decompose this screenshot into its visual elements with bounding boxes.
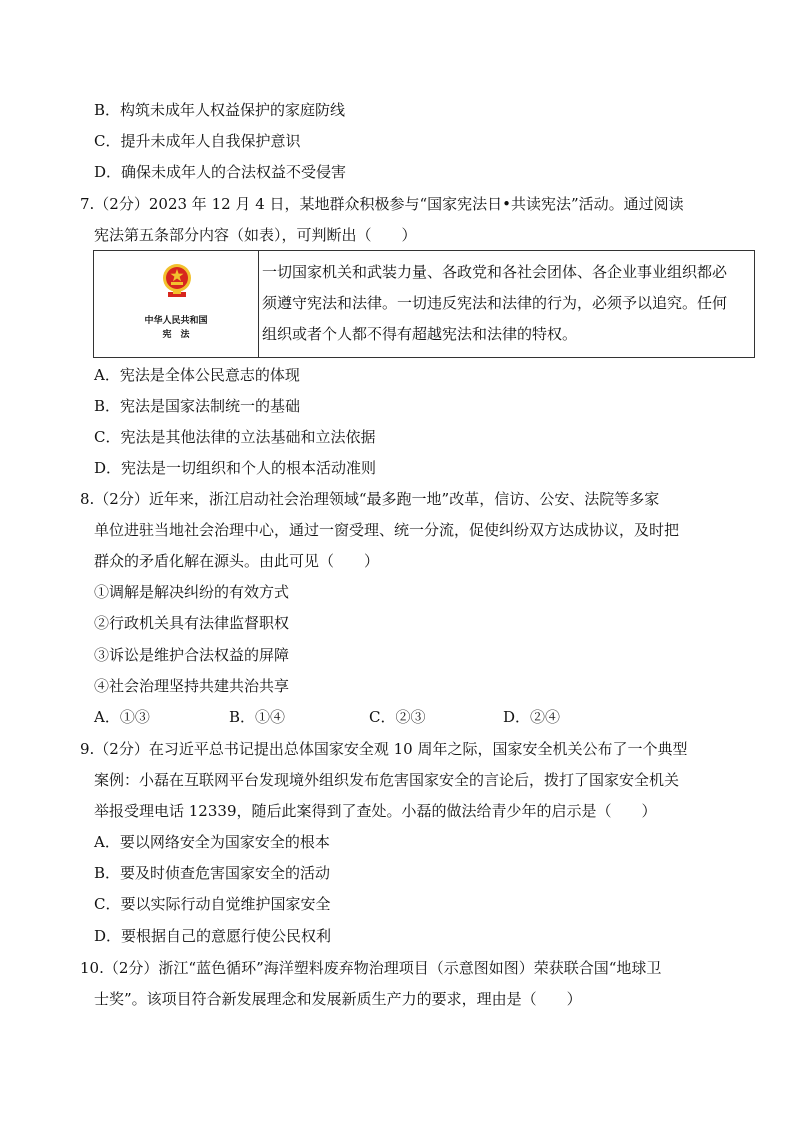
emblem-caption-line1: 中华人民共和国 — [144, 316, 208, 326]
emblem-cell — [94, 251, 259, 358]
q8-stem-line3: 群众的矛盾化解在源头。由此可见（ ） — [94, 552, 380, 570]
q6-option-d[interactable]: D．确保未成年人的合法权益不受侵害 — [94, 163, 347, 181]
q8-statement-2: ②行政机关具有法律监督职权 — [94, 614, 290, 632]
article-text-line1: 一切国家机关和武装力量、各政党和各社会团体、各企业事业组织都必 — [262, 263, 728, 281]
q9-stem-line2: 案例：小磊在互联网平台发现境外组织发布危害国家安全的言论后，拨打了国家安全机关 — [94, 771, 680, 789]
emblem-caption-line2: 宪 法 — [162, 330, 190, 340]
q7-stem-line2: 宪法第五条部分内容（如表），可判断出（ ） — [94, 226, 417, 244]
q8-statement-4: ④社会治理坚持共建共治共享 — [94, 677, 290, 695]
q9-option-c[interactable]: C．要以实际行动自觉维护国家安全 — [94, 895, 331, 913]
q8-statement-3: ③诉讼是维护合法权益的屏障 — [94, 646, 290, 664]
q8-stem-line2: 单位进驻当地社会治理中心，通过一窗受理、统一分流，促使纠纷双方达成协议，及时把 — [94, 521, 680, 539]
constitution-excerpt-table — [93, 250, 755, 358]
q10-stem-line2: 士奖”。该项目符合新发展理念和发展新质生产力的要求，理由是（ ） — [94, 990, 582, 1008]
q10-stem-line1: 10.（2分）浙江“蓝色循环”海洋塑料废弃物治理项目（示意图如图）荣获联合国“地球卫 — [80, 959, 662, 977]
article-text-line2: 须遵守宪法和法律。一切违反宪法和法律的行为，必须予以追究。任何 — [262, 294, 728, 312]
q7-option-c[interactable]: C．宪法是其他法律的立法基础和立法依据 — [94, 428, 376, 446]
q7-stem-line1: 7.（2分）2023 年 12 月 4 日，某地群众积极参与“国家宪法日•共读宪法”活动。通过阅读 — [80, 195, 684, 213]
q8-option-c[interactable]: C．②③ — [369, 708, 426, 726]
q7-option-b[interactable]: B．宪法是国家法制统一的基础 — [94, 397, 301, 415]
q7-option-d[interactable]: D．宪法是一切组织和个人的根本活动准则 — [94, 459, 377, 477]
q9-option-a[interactable]: A．要以网络安全为国家安全的根本 — [94, 833, 330, 851]
q9-stem-line1: 9.（2分）在习近平总书记提出总体国家安全观 10 周年之际，国家安全机关公布了一个典型 — [80, 740, 688, 758]
q8-option-b[interactable]: B．①④ — [229, 708, 286, 726]
q9-option-d[interactable]: D．要根据自己的意愿行使公民权利 — [94, 927, 332, 945]
q8-stem-line1: 8.（2分）近年来，浙江启动社会治理领域“最多跑一地”改革，信访、公安、法院等多家 — [80, 490, 660, 508]
q8-statement-1: ①调解是解决纠纷的有效方式 — [94, 583, 290, 601]
q6-option-c[interactable]: C．提升未成年人自我保护意识 — [94, 132, 301, 150]
q8-option-d[interactable]: D．②④ — [503, 708, 561, 726]
q7-option-a[interactable]: A．宪法是全体公民意志的体现 — [94, 366, 300, 384]
article-text-cell — [259, 251, 755, 358]
article-text-line3: 组织或者个人都不得有超越宪法和法律的特权。 — [262, 325, 578, 343]
q8-options-row — [94, 707, 694, 727]
q9-option-b[interactable]: B．要及时侦查危害国家安全的活动 — [94, 864, 331, 882]
q9-stem-line3: 举报受理电话 12339，随后此案得到了查处。小磊的做法给青少年的启示是（ ） — [94, 802, 657, 820]
national-emblem-icon — [162, 263, 192, 299]
q8-option-a[interactable]: A．①③ — [94, 708, 150, 726]
q6-option-b[interactable]: B．构筑未成年人权益保护的家庭防线 — [94, 101, 346, 119]
